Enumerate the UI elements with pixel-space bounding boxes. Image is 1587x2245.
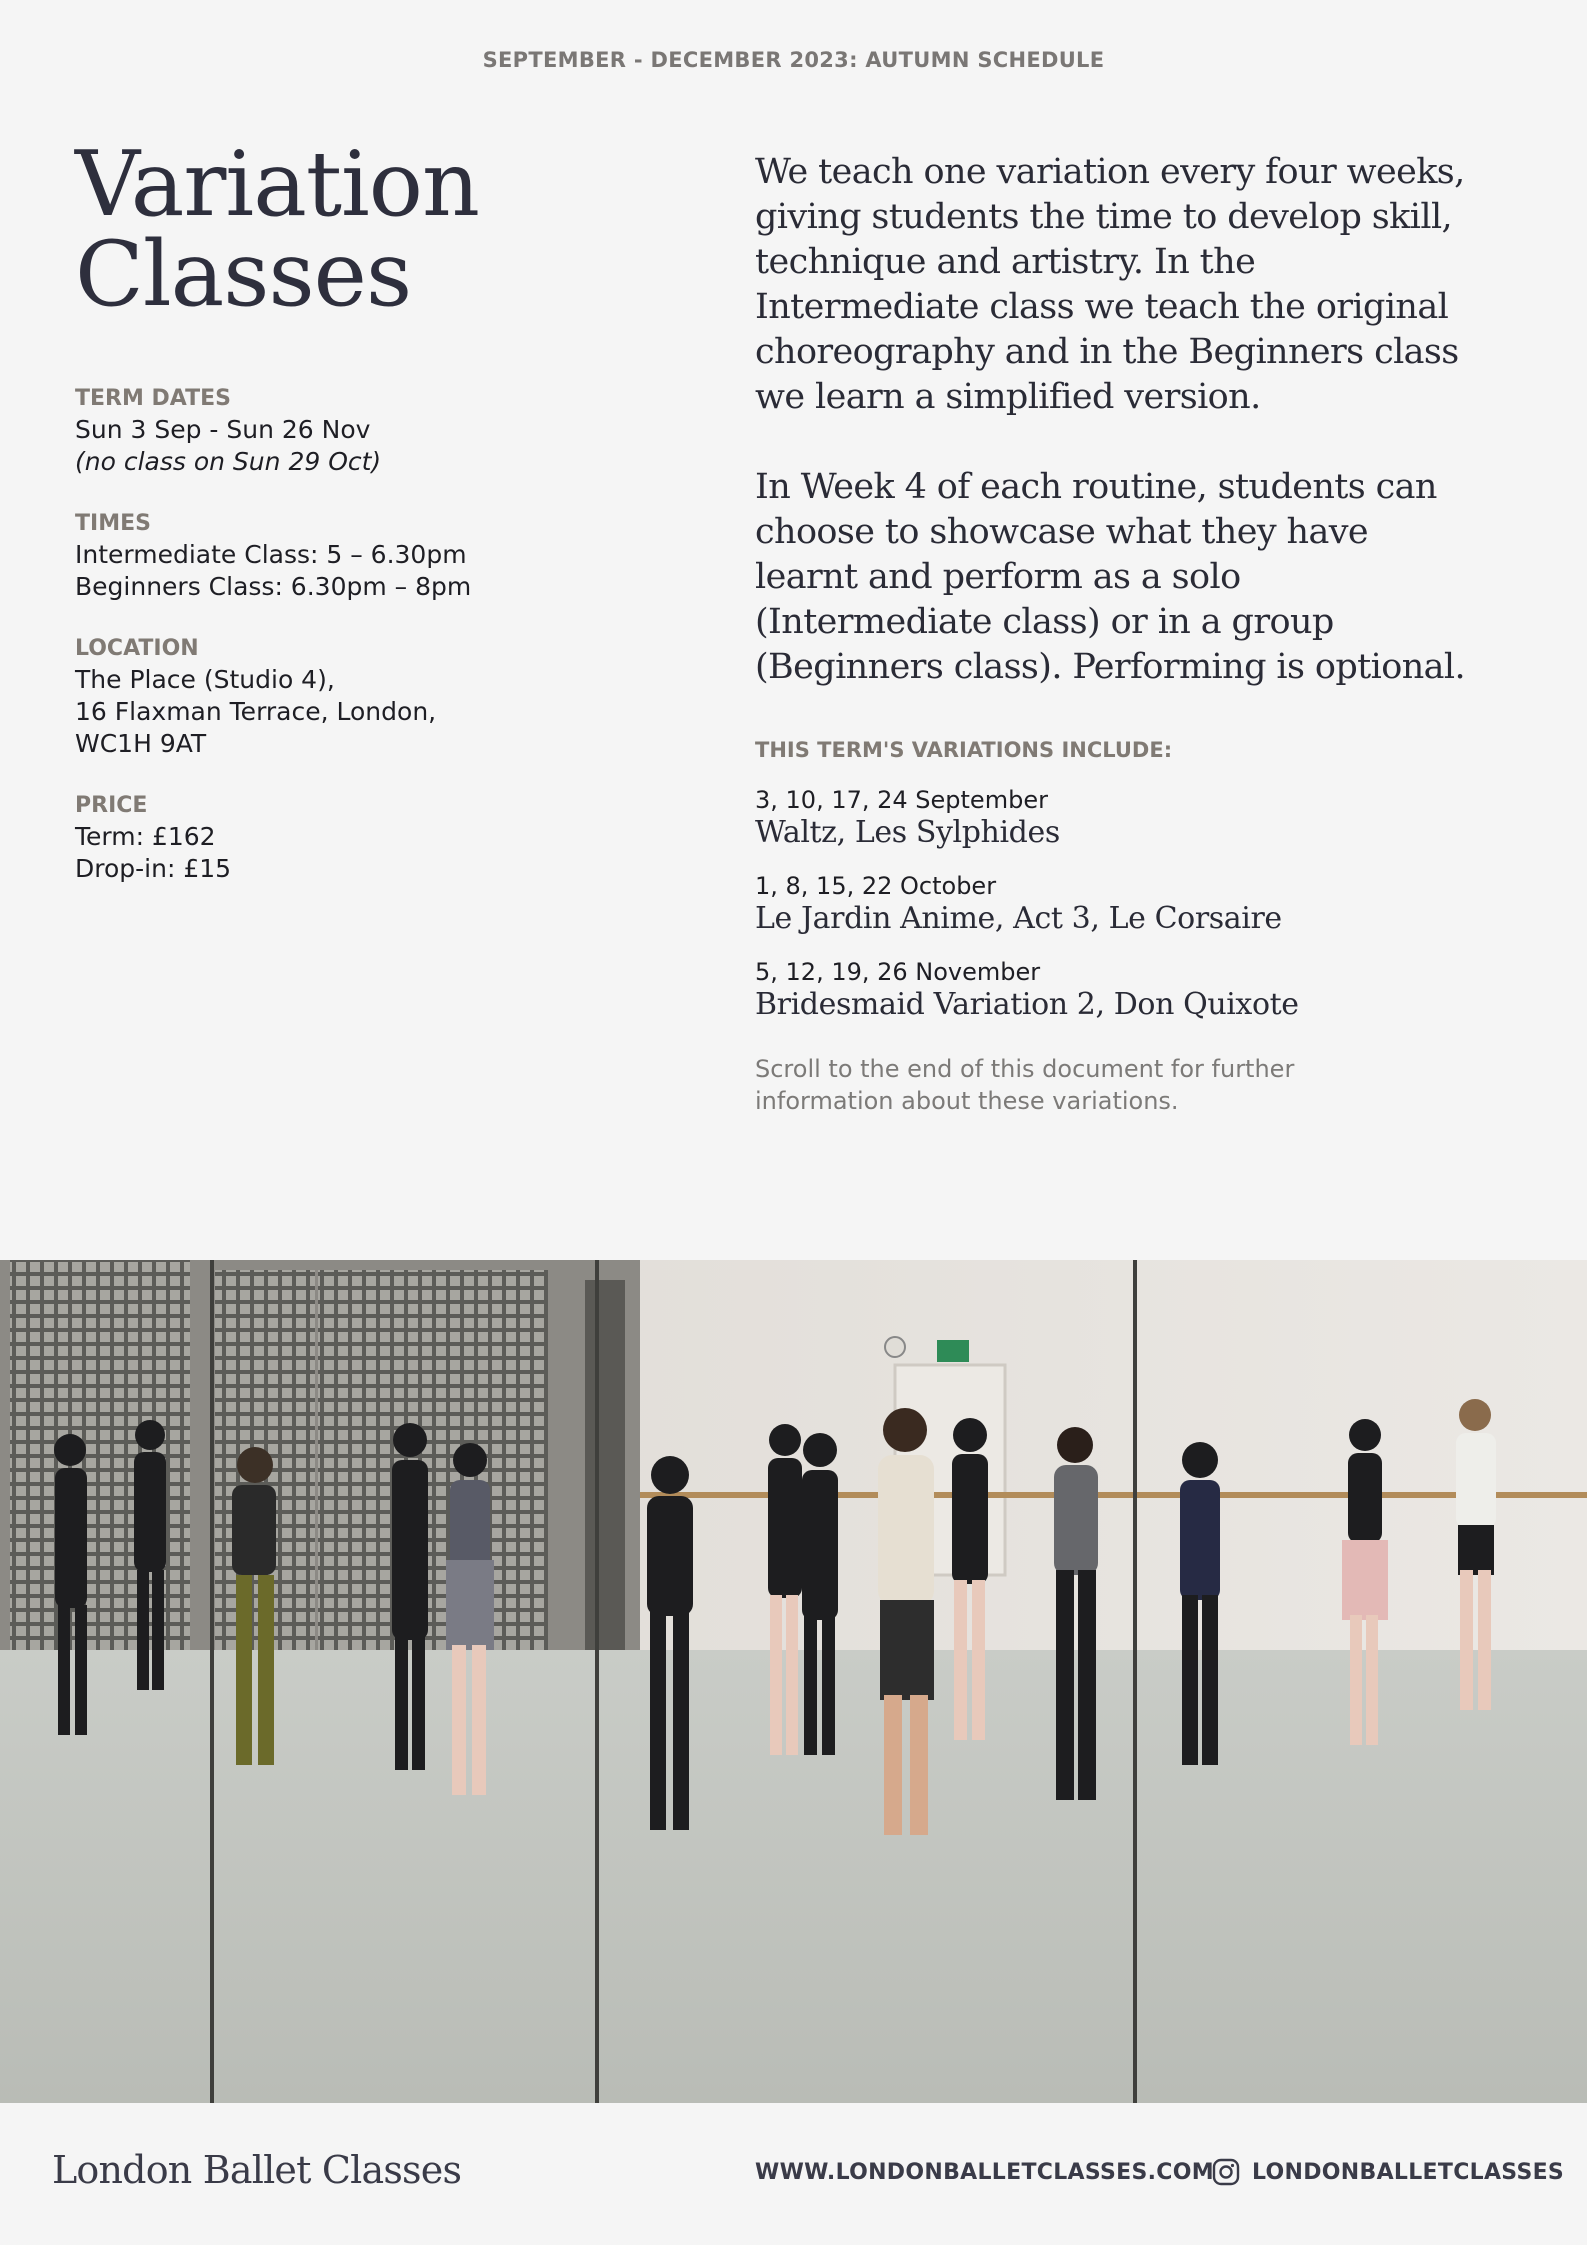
term-dates-note: (no class on Sun 29 Oct) — [75, 447, 382, 476]
times-block — [75, 509, 635, 603]
location-line-2: 16 Flaxman Terrace, London, — [75, 697, 437, 726]
variation-item — [755, 785, 1475, 851]
price-label: PRICE — [75, 793, 148, 818]
variation-name: Bridesmaid Variation 2, Don Quixote — [755, 987, 1299, 1022]
variation-dates: 1, 8, 15, 22 October — [755, 872, 997, 900]
intro-paragraph-2: In Week 4 of each routine, students can choose to showcase what they have learnt and perform as a solo (Intermediate class) or in a group (Beginners class). Performing is optional. — [755, 467, 1466, 687]
title-line-2: Classes — [75, 222, 412, 327]
title-line-1: Variation — [75, 132, 479, 237]
intro-paragraph-1: We teach one variation every four weeks, giving students the time to develop skill, technique and artistry. In the Intermediate class we teach the original choreography and in the Beginners class we learn a simplified version. — [755, 152, 1465, 417]
term-dates-label: TERM DATES — [75, 386, 231, 411]
price-block — [75, 791, 635, 885]
instagram-icon — [1212, 2158, 1240, 2186]
dropin-price: Drop-in: £15 — [75, 854, 232, 883]
variation-name: Waltz, Les Sylphides — [755, 815, 1060, 850]
intermediate-time: Intermediate Class: 5 – 6.30pm — [75, 540, 467, 569]
class-info — [75, 384, 635, 916]
variation-dates: 5, 12, 19, 26 November — [755, 958, 1041, 986]
variation-dates: 3, 10, 17, 24 September — [755, 786, 1048, 814]
variations-list — [755, 785, 1475, 1023]
dance-class-photo — [0, 1260, 1587, 2103]
website-link[interactable]: WWW.LONDONBALLETCLASSES.COM — [755, 2160, 1214, 2185]
location-line-3: WC1H 9AT — [75, 729, 207, 758]
instagram-handle: LONDONBALLETCLASSES — [1252, 2159, 1565, 2185]
footer-brand: London Ballet Classes — [52, 2148, 462, 2192]
term-dates-block — [75, 384, 635, 478]
page-title — [75, 132, 479, 327]
variation-name: Le Jardin Anime, Act 3, Le Corsaire — [755, 901, 1282, 936]
description-column — [755, 150, 1475, 1117]
term-dates-value: Sun 3 Sep - Sun 26 Nov — [75, 415, 371, 444]
scroll-note: Scroll to the end of this document for further information about these variations. — [755, 1055, 1295, 1115]
schedule-header: SEPTEMBER - DECEMBER 2023: AUTUMN SCHEDULE — [482, 48, 1105, 72]
variations-heading: THIS TERM'S VARIATIONS INCLUDE: — [755, 738, 1173, 762]
location-label: LOCATION — [75, 636, 199, 661]
location-line-1: The Place (Studio 4), — [75, 665, 335, 694]
beginners-time: Beginners Class: 6.30pm – 8pm — [75, 572, 472, 601]
term-price: Term: £162 — [75, 822, 216, 851]
variation-item — [755, 957, 1475, 1023]
times-label: TIMES — [75, 511, 151, 536]
location-block — [75, 634, 635, 760]
instagram-link[interactable] — [1212, 2158, 1564, 2186]
variation-item — [755, 871, 1475, 937]
